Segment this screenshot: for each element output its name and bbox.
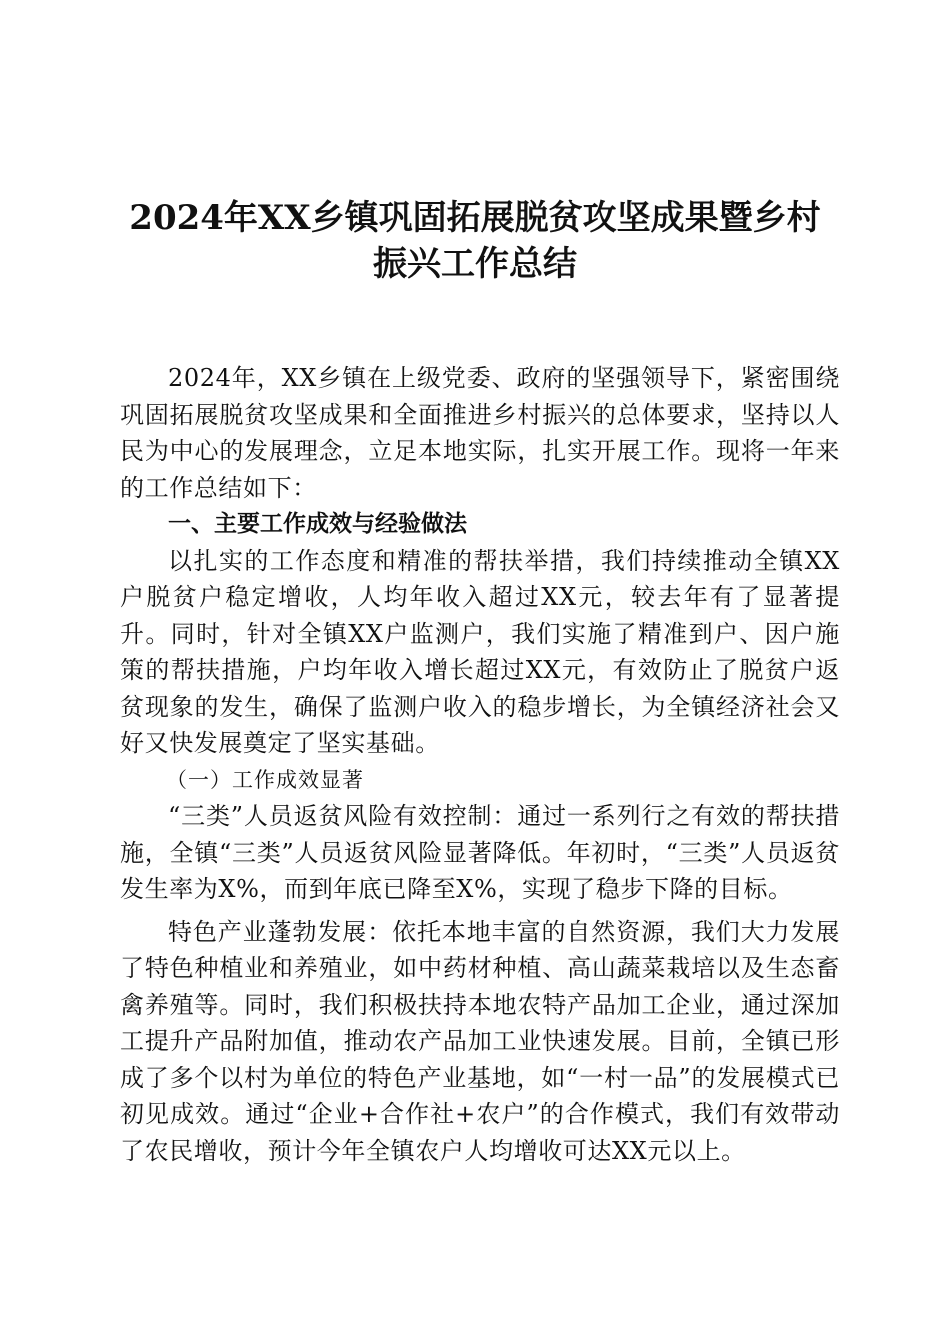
section-1-paragraph: 以扎实的工作态度和精准的帮扶举措，我们持续推动全镇XX户脱贫户稳定增收，人均年收入超过XX元，较去年有了显著提升。同时，针对全镇XX户监测户，我们实施了精准到户、因户施策的帮扶措施，户均年收入增长超过XX元，有效防止了脱贫户返贫现象的发生，确保了监测户收入的稳步增长，为全镇经济社会又好又快发展奠定了坚实基础。 <box>120 546 840 757</box>
document-title-line-2: 振兴工作总结 <box>373 244 577 284</box>
subsection-1-heading: （一）工作成效显著 <box>166 767 364 792</box>
document-title-line-1: 2024年XX乡镇巩固拓展脱贫攻坚成果暨乡村 <box>129 198 821 238</box>
subsection-1-paragraph-2: 特色产业蓬勃发展：依托本地丰富的自然资源，我们大力发展了特色种植业和养殖业，如中药材种植、高山蔬菜栽培以及生态畜禽养殖等。同时，我们积极扶持本地农特产品加工企业，通过深加工提升产品附加值，推动农产品加工业快速发展。目前，全镇已形成了多个以村为单位的特色产业基地，如“一村一品”的发展模式已初见成效。通过“企业+合作社+农户”的合作模式，我们有效带动了农民增收，预计今年全镇农户人均增收可达XX元以上。 <box>120 917 840 1165</box>
section-1-heading: 一、主要工作成效与经验做法 <box>168 511 467 537</box>
subsection-1-paragraph-1: “三类”人员返贫风险有效控制：通过一系列行之有效的帮扶措施，全镇“三类”人员返贫风险显著降低。年初时，“三类”人员返贫发生率为X%，而到年底已降至X%，实现了稳步下降的目标。 <box>120 802 840 903</box>
intro-paragraph: 2024年，XX乡镇在上级党委、政府的坚强领导下，紧密围绕巩固拓展脱贫攻坚成果和全面推进乡村振兴的总体要求，坚持以人民为中心的发展理念，立足本地实际，扎实开展工作。现将一年来的工作总结如下： <box>120 364 840 502</box>
document-body <box>120 360 840 1169</box>
